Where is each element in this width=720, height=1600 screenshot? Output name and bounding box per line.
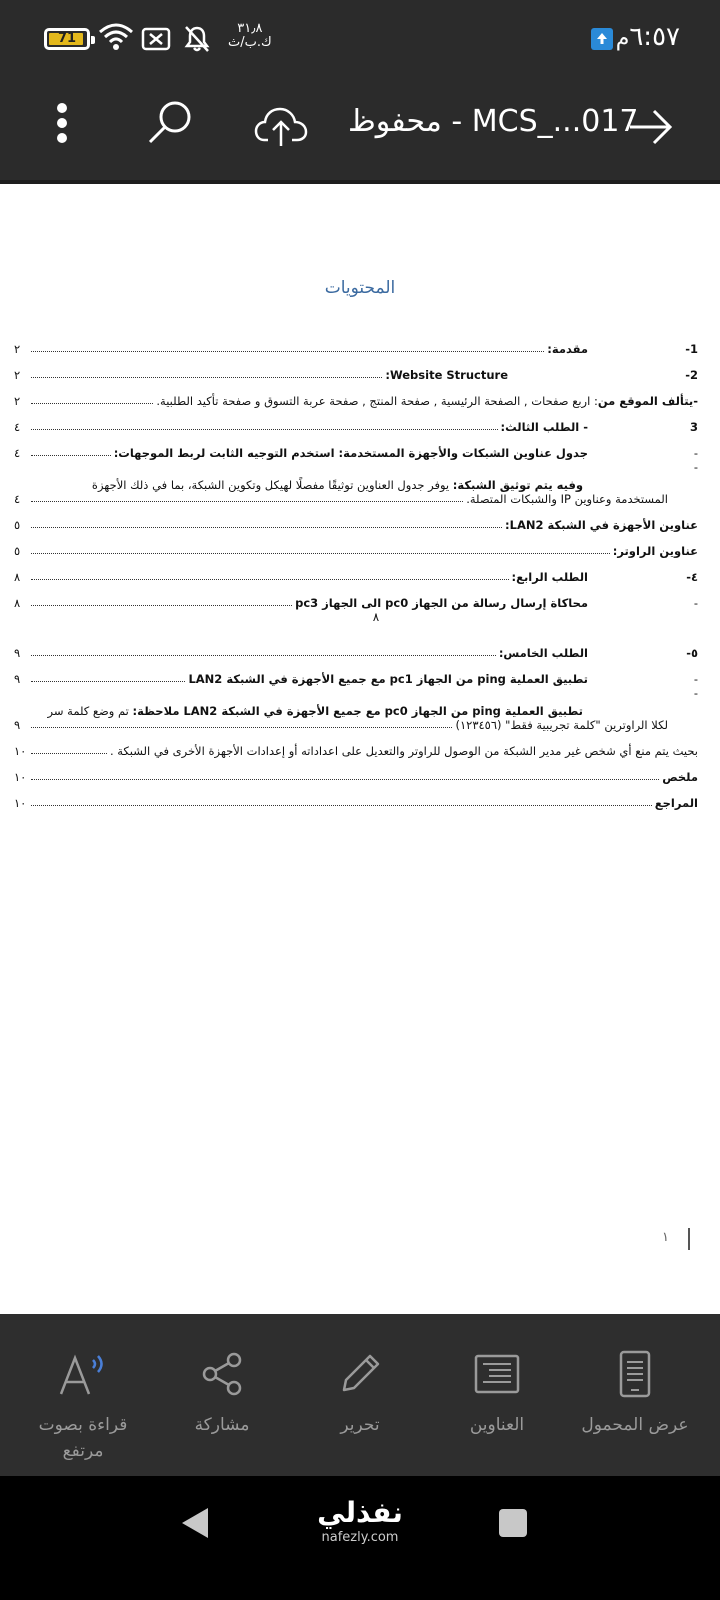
document-page[interactable]: [0, 180, 720, 1314]
back-triangle-icon[interactable]: [180, 1506, 210, 1540]
share-icon: [198, 1350, 246, 1398]
wifi-icon: [98, 22, 134, 52]
toc-entry[interactable]: - جدول عناوين الشبكات والأجهزة المستخدمة: استخدم التوجيه الثابت لربط الموجهات: ٤: [14, 446, 698, 460]
headings-icon: [473, 1350, 521, 1398]
share-button[interactable]: مشاركة: [157, 1350, 287, 1438]
clock: ٦:٥٧م: [615, 22, 680, 52]
read-aloud-button[interactable]: قراءة بصوت مرتفع: [18, 1350, 148, 1464]
headings-button[interactable]: العناوين: [432, 1350, 562, 1438]
system-nav-bar: [0, 1476, 720, 1600]
edit-button[interactable]: تحرير: [295, 1350, 425, 1438]
toc-entry[interactable]: 2- Website Structure: ٢: [14, 368, 698, 382]
app-bar: [0, 80, 720, 176]
network-speed: ٣١٫٨ ك.ب/ث: [228, 21, 272, 50]
scroll-indicator[interactable]: [688, 1228, 690, 1250]
mobile-view-button[interactable]: عرض المحمول: [570, 1350, 700, 1438]
toc-entry[interactable]: -يتألف الموقع من: اربع صفحات , الصفحة الرئيسية , صفحة المنتج , صفحة عربة التسوق و صفحة تأكيد الطلبية. ٢: [14, 394, 698, 408]
pencil-icon: [336, 1350, 384, 1398]
cloud-upload-icon[interactable]: [254, 102, 308, 150]
toc-entry[interactable]: عناوين الراوتر: ٥: [14, 544, 698, 558]
toc-entry[interactable]: عناوين الأجهزة في الشبكة LAN2: ٥: [14, 518, 698, 532]
toc-entry[interactable]: - تطبيق العملية ping من الجهاز pc0 مع جميع الأجهزة في الشبكة LAN2 ملاحظة: تم وضع كلمة سر لكلا الراوترين "كلمة تجريبية فقط" (١٢٣٤٥٦) ٩: [14, 686, 698, 732]
table-of-contents: [14, 330, 698, 810]
toc-entry[interactable]: بحيث يتم منع أي شخص غير مدير الشبكة من الوصول للراوتر والتعديل على اعداداته أو إعدادات الأجهزة الأخرى في الشبكة . ١٠: [14, 744, 698, 758]
search-icon[interactable]: [146, 98, 196, 148]
upload-notification-icon: [591, 28, 613, 50]
toc-entry[interactable]: ملخص ١٠: [14, 770, 698, 784]
toc-entry[interactable]: 1- مقدمة: ٢: [14, 342, 698, 356]
toc-entry[interactable]: - محاكاة إرسال رسالة من الجهاز pc0 الى الجهاز pc3 ٨: [14, 596, 698, 610]
document-title: MCS_...017 - محفوظ: [348, 104, 639, 139]
toc-entry[interactable]: المراجع ١٠: [14, 796, 698, 810]
toc-entry[interactable]: - تطبيق العملية ping من الجهاز pc1 مع جميع الأجهزة في الشبكة LAN2 ٩: [14, 672, 698, 686]
status-bar: [0, 0, 720, 80]
mobile-view-icon: [615, 1350, 655, 1398]
muted-bell-icon: [182, 24, 212, 54]
bottom-toolbar: [0, 1314, 720, 1476]
toc-entry[interactable]: 3 - الطلب الثالث: ٤: [14, 420, 698, 434]
no-sim-icon: [141, 26, 171, 52]
toc-entry[interactable]: - وفيه يتم توثيق الشبكة: يوفر جدول العناوين توثيقًا مفصلًا لهيكل وتكوين الشبكة، بما في ذلك الأجهزة المستخدمة وعناوين IP والشبكات المتصلة. ٤: [14, 460, 698, 506]
recents-square-icon[interactable]: [498, 1508, 528, 1538]
battery-icon: 71: [44, 28, 90, 50]
watermark: نفذلي nafezly.com: [317, 1496, 403, 1545]
stray-page-number: ٨: [372, 610, 380, 624]
toc-heading: المحتويات: [324, 278, 396, 298]
page-number: ١: [662, 1230, 669, 1245]
more-vert-icon[interactable]: [52, 100, 72, 146]
read-aloud-icon: [55, 1350, 111, 1398]
toc-entry[interactable]: ٤- الطلب الرابع: ٨: [14, 570, 698, 584]
toc-entry[interactable]: ٥- الطلب الخامس: ٩: [14, 646, 698, 660]
